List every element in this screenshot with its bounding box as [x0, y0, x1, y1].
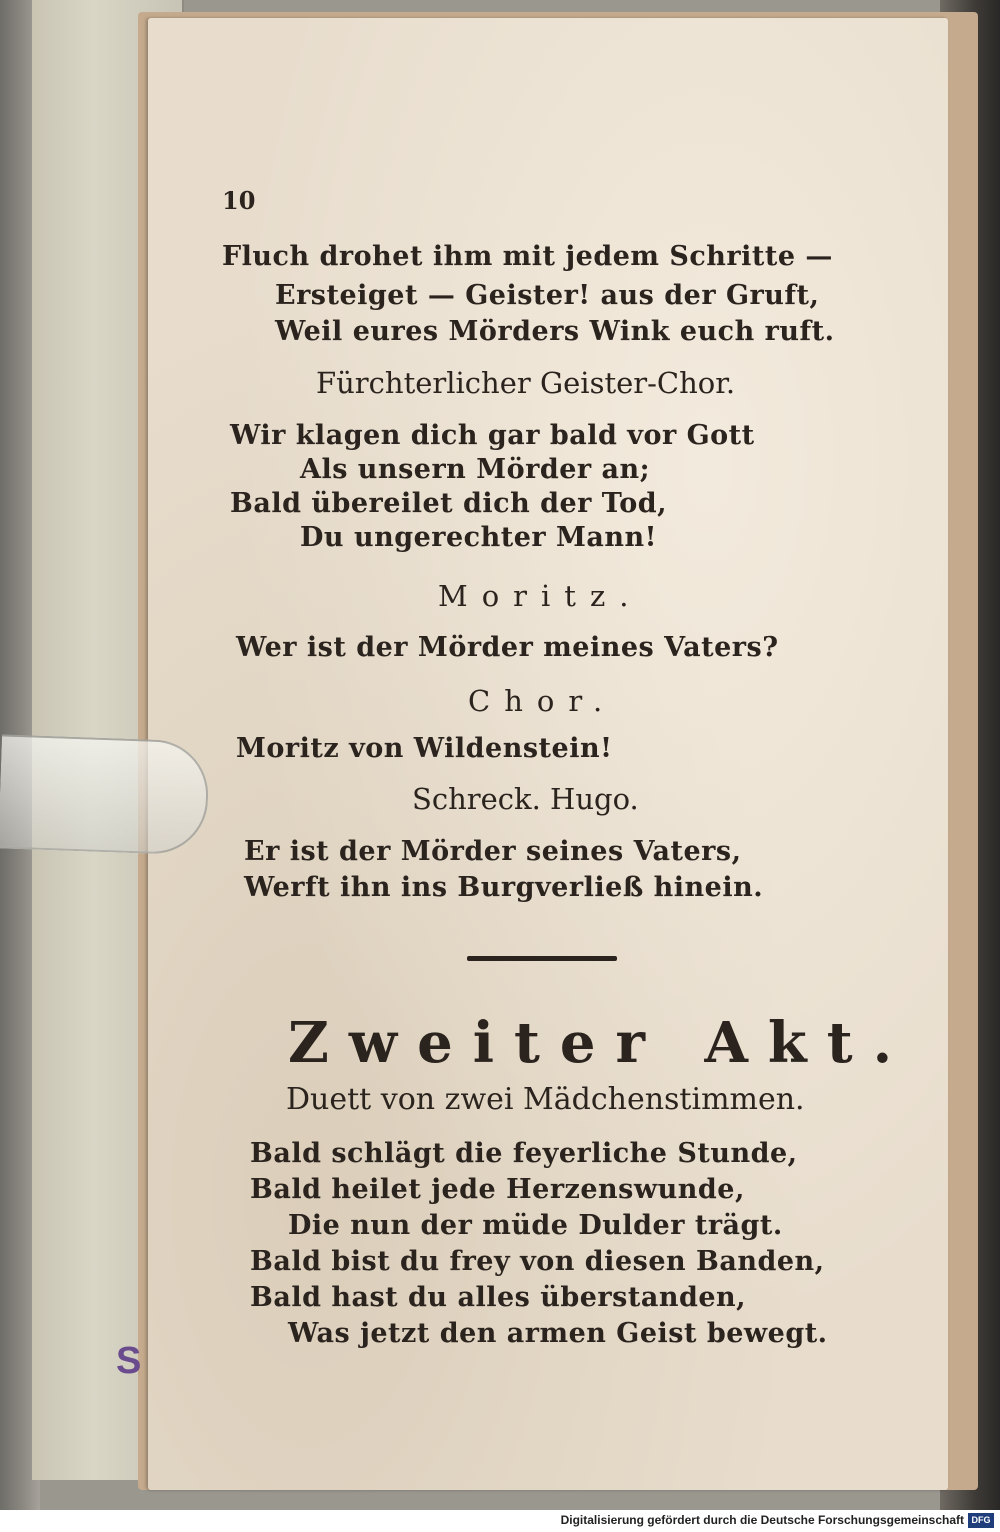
page-number: 10 — [222, 186, 256, 215]
dialogue-line: Moritz von Wildenstein! — [236, 733, 613, 764]
speaker-chor: Chor. — [468, 684, 617, 718]
verse-line: Was jetzt den armen Geist bewegt. — [288, 1318, 828, 1349]
act-subtitle: Duett von zwei Mädchenstimmen. — [286, 1082, 805, 1117]
verse-line: Bald hast du alles überstanden, — [250, 1282, 747, 1313]
verse-line: Bald schlägt die feyerliche Stunde, — [250, 1138, 798, 1169]
act-title: Zweiter Akt. — [288, 1010, 913, 1076]
dfg-logo-icon: DFG — [968, 1513, 994, 1528]
section-divider — [467, 956, 617, 961]
dialogue-line: Wer ist der Mörder meines Vaters? — [236, 632, 779, 663]
verse-line: Als unsern Mörder an; — [300, 454, 651, 485]
verse-line: Ersteiget — Geister! aus der Gruft, — [275, 280, 820, 311]
footer-bar — [0, 1510, 1000, 1532]
verse-line: Die nun der müde Dulder trägt. — [288, 1210, 783, 1241]
page-clip — [0, 734, 210, 855]
verse-line: Werft ihn ins Burgverließ hinein. — [244, 872, 764, 903]
speaker-moritz: Moritz. — [438, 579, 643, 613]
verse-line: Bald übereilet dich der Tod, — [230, 488, 668, 519]
verse-line: Bald heilet jede Herzenswunde, — [250, 1174, 745, 1205]
verse-line: Bald bist du frey von diesen Banden, — [250, 1246, 825, 1277]
chorus-heading: Fürchterlicher Geister-Chor. — [316, 366, 736, 400]
verse-line: Er ist der Mörder seines Vaters, — [244, 836, 742, 867]
footer-credit: Digitalisierung gefördert durch die Deutsche Forschungsgemeinschaft — [560, 1513, 964, 1527]
speaker-hugo: Schreck. Hugo. — [412, 782, 639, 816]
verse-line: Du ungerechter Mann! — [300, 522, 658, 553]
library-stamp: S — [116, 1340, 142, 1382]
verse-line: Fluch drohet ihm mit jedem Schritte — — [222, 241, 833, 272]
verse-line: Weil eures Mörders Wink euch ruft. — [275, 316, 835, 347]
verse-line: Wir klagen dich gar bald vor Gott — [230, 420, 755, 451]
